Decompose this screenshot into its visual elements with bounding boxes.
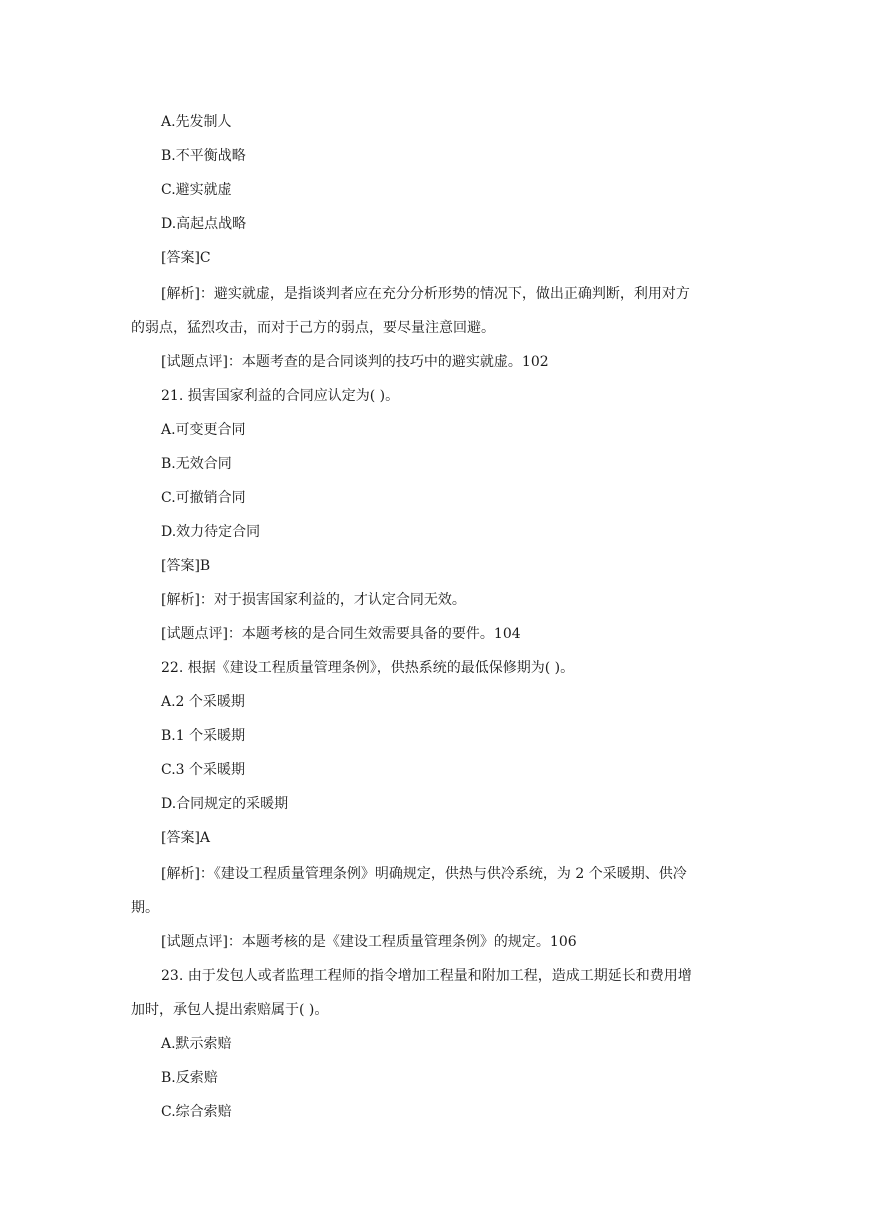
question-22-answer: [答案]A	[161, 830, 211, 846]
question-22-analysis: [解析]：《建设工程质量管理条例》明确规定，供热与供冷系统，为 2 个采暖期、供冷	[161, 866, 687, 882]
analysis: [解析]：避实就虚，是指谈判者应在充分分析形势的情况下，做出正确判断，利用对方	[161, 286, 690, 302]
answer: [答案]C	[161, 250, 211, 266]
question-22-option-c: C.3 个采暖期	[161, 762, 246, 778]
comment: [试题点评]：本题考查的是合同谈判的技巧中的避实就虚。102	[161, 354, 549, 370]
question-22-option-a: A.2 个采暖期	[161, 694, 245, 710]
question-21-option-d: D.效力待定合同	[161, 524, 261, 540]
question-23-option-c: C.综合索赔	[161, 1104, 232, 1120]
question-21-answer: [答案]B	[161, 558, 211, 574]
question-22-option-d: D.合同规定的采暖期	[161, 796, 289, 812]
option-b: B.不平衡战略	[161, 148, 246, 164]
option-c: C.避实就虚	[161, 182, 232, 198]
analysis-continued: 的弱点，猛烈攻击，而对于己方的弱点，要尽量注意回避。	[131, 320, 495, 336]
question-23-option-a: A.默示索赔	[161, 1036, 232, 1052]
question-21-comment: [试题点评]：本题考核的是合同生效需要具备的要件。104	[161, 626, 521, 642]
question-22-option-b: B.1 个采暖期	[161, 728, 246, 744]
question-23-stem-continued: 加时，承包人提出索赔属于( )。	[131, 1002, 329, 1018]
question-23-stem: 23. 由于发包人或者监理工程师的指令增加工程量和附加工程，造成工期延长和费用增	[161, 968, 692, 984]
question-22-stem: 22. 根据《建设工程质量管理条例》，供热系统的最低保修期为( )。	[161, 660, 575, 676]
question-21-option-a: A.可变更合同	[161, 422, 246, 438]
question-21-option-c: C.可撤销合同	[161, 490, 246, 506]
question-22-comment: [试题点评]：本题考核的是《建设工程质量管理条例》的规定。106	[161, 934, 577, 950]
question-23-option-b: B.反索赔	[161, 1070, 218, 1086]
option-a: A.先发制人	[161, 114, 232, 130]
question-21-analysis: [解析]：对于损害国家利益的，才认定合同无效。	[161, 592, 466, 608]
question-22-analysis-continued: 期。	[131, 900, 159, 916]
question-21-stem: 21. 损害国家利益的合同应认定为( )。	[161, 388, 400, 404]
question-21-option-b: B.无效合同	[161, 456, 232, 472]
option-d: D.高起点战略	[161, 216, 247, 232]
